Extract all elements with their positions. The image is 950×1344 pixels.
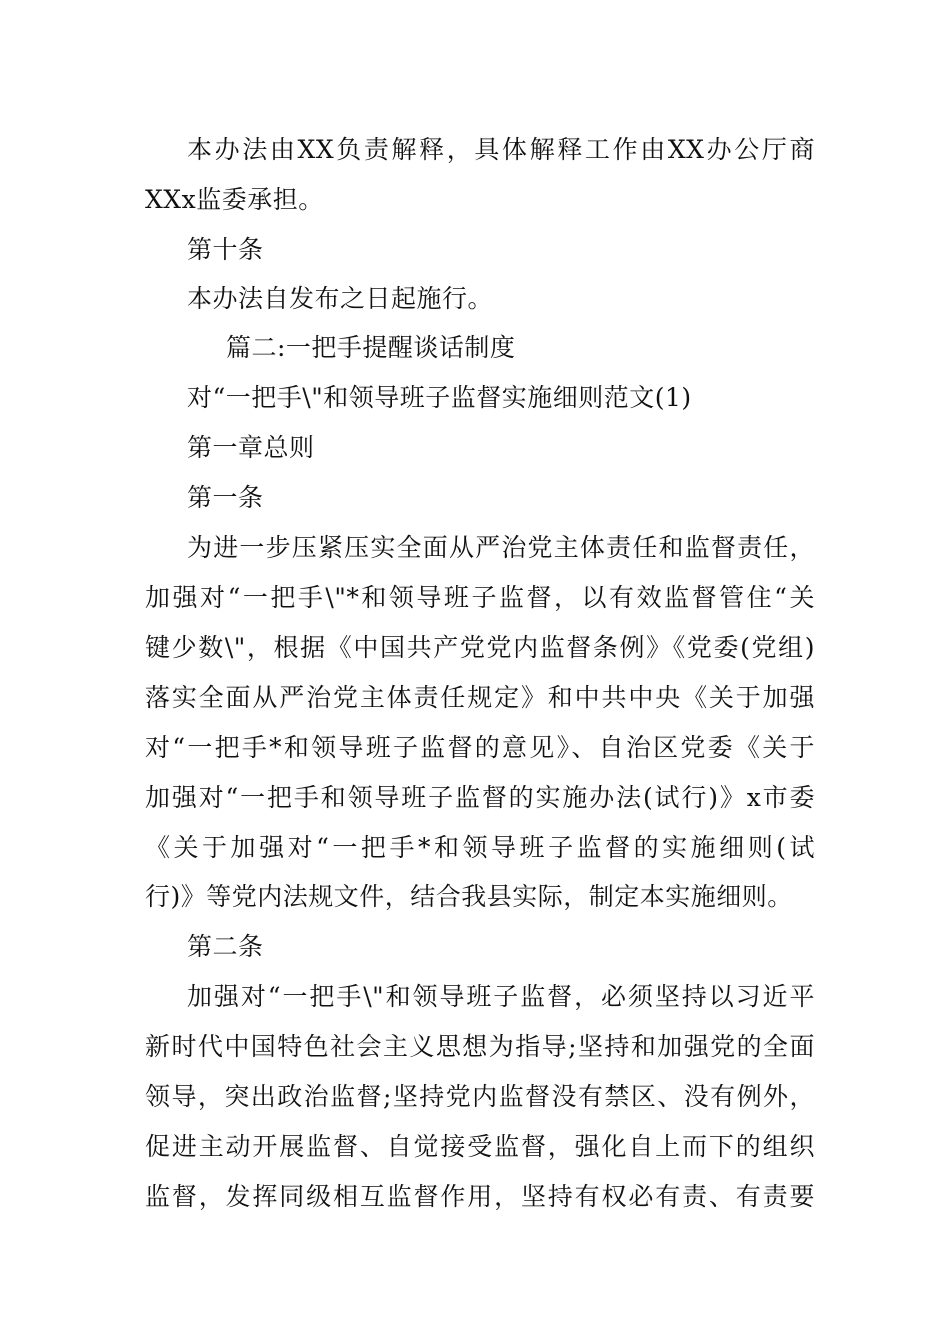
- article-heading: 第十条: [187, 235, 264, 264]
- paragraph-line: 《关于加强对“一把手*和领导班子监督的实施细则(试: [145, 833, 815, 862]
- paragraph-line: 新时代中国特色社会主义思想为指导;坚持和加强党的全面: [145, 1032, 815, 1061]
- section-title: 篇二:一把手提醒谈话制度: [226, 333, 516, 362]
- paragraph-line: 领导，突出政治监督;坚持党内监督没有禁区、没有例外，: [145, 1082, 815, 1111]
- paragraph-line: 键少数\"，根据《中国共产党党内监督条例》《党委(党组): [145, 633, 815, 662]
- paragraph-line: 本办法自发布之日起施行。: [187, 284, 494, 313]
- paragraph-line: 加强对“一把手和领导班子监督的实施办法(试行)》x市委: [145, 783, 815, 812]
- article-heading: 第一条: [187, 483, 264, 512]
- paragraph-line: 本办法由XX负责解释，具体解释工作由XX办公厅商: [187, 135, 815, 164]
- article-heading: 第二条: [187, 932, 264, 961]
- paragraph-line: 对“一把手*和领导班子监督的意见》、自治区党委《关于: [145, 733, 815, 762]
- paragraph-line: 监督，发挥同级相互监督作用，坚持有权必有责、有责要: [145, 1182, 815, 1211]
- paragraph-line: XXx监委承担。: [145, 185, 324, 214]
- paragraph-line: 为进一步压紧压实全面从严治党主体责任和监督责任，: [187, 533, 815, 562]
- paragraph-line: 促进主动开展监督、自觉接受监督，强化自上而下的组织: [145, 1132, 815, 1161]
- document-title: 对“一把手\"和领导班子监督实施细则范文(1): [187, 383, 692, 412]
- paragraph-line: 加强对“一把手\"和领导班子监督，必须坚持以习近平: [187, 982, 815, 1011]
- paragraph-line: 落实全面从严治党主体责任规定》和中共中央《关于加强: [145, 683, 815, 712]
- chapter-heading: 第一章总则: [187, 433, 315, 462]
- paragraph-line: 行)》等党内法规文件，结合我县实际，制定本实施细则。: [145, 882, 793, 911]
- paragraph-line: 加强对“一把手\"*和领导班子监督，以有效监督管住“关: [145, 583, 815, 612]
